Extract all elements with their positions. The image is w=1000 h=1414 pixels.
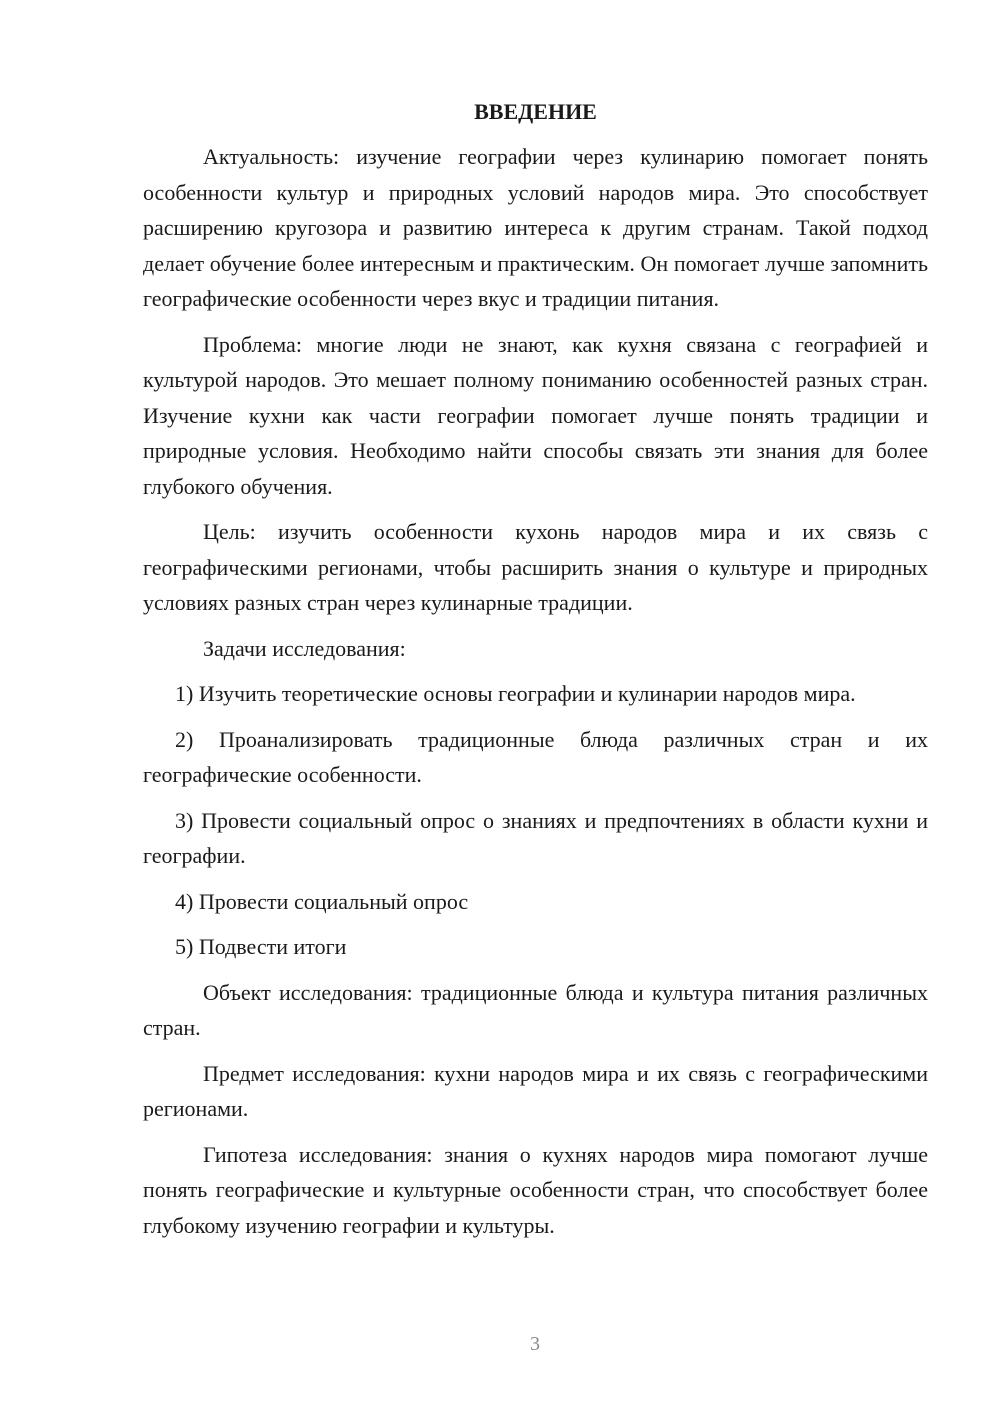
subject-paragraph: Предмет исследования: кухни народов мира и их связь с географическими регионами. [143, 1060, 928, 1121]
section-title: ВВЕДЕНИЕ [474, 99, 597, 124]
task-item: 2) Проанализировать традиционные блюда различных стран и их географические особенности. [143, 726, 928, 787]
page-number: 3 [530, 1333, 540, 1355]
object-paragraph: Объект исследования: традиционные блюда и культура питания различных стран. [143, 979, 928, 1040]
relevance-paragraph: Актуальность: изучение географии через кулинарию помогает понять особенности культур и природных условий народов мира. Это способствует расширению кругозора и развитию интереса к другим странам. Такой подход делает обучение более интересным и практическим. Он помогает лучше запомнить географические особенности через вкус и традиции питания. [143, 144, 928, 311]
hypothesis-paragraph: Гипотеза исследования: знания о кухнях народов мира помогают лучше понять географические и культурные особенности стран, что способствует более глубокому изучению географии и культуры. [143, 1141, 928, 1238]
task-item: 4) Провести социальный опрос [175, 888, 469, 914]
task-item: 1) Изучить теоретические основы географии и кулинарии народов мира. [175, 681, 856, 706]
document-body [143, 94, 928, 1253]
task-item: 3) Провести социальный опрос о знаниях и предпочтениях в области кухни и географии. [143, 807, 928, 868]
problem-paragraph: Проблема: многие люди не знают, как кухня связана с географией и культурой народов. Это мешает полному пониманию особенностей разных стран. Изучение кухни как части географии помогает лучше понять традиции и природные условия. Необходимо найти способы связать эти знания для более глубокого обучения. [143, 331, 928, 499]
tasks-heading: Задачи исследования: [203, 635, 406, 661]
goal-paragraph: Цель: изучить особенности кухонь народов мира и их связь с географическими регионами, чтобы расширить знания о культуре и природных условиях разных стран через кулинарные традиции. [143, 519, 928, 615]
task-item: 5) Подвести итоги [175, 934, 347, 959]
